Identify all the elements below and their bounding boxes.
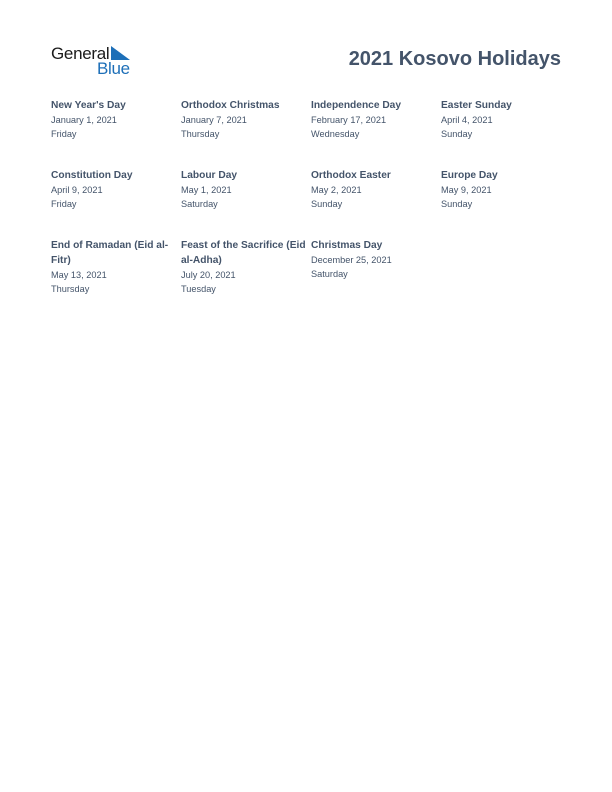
holiday-date: May 1, 2021	[181, 185, 232, 195]
logo-triangle-icon	[111, 46, 130, 60]
holiday-row	[51, 98, 571, 168]
page-title: 2021 Kosovo Holidays	[348, 48, 561, 70]
holiday-weekday: Sunday	[441, 129, 473, 139]
holiday-weekday: Thursday	[181, 129, 220, 139]
holiday-date: May 13, 2021	[51, 270, 107, 280]
holiday-weekday: Saturday	[311, 269, 348, 279]
holiday-item	[51, 98, 176, 141]
holiday-item	[311, 168, 436, 211]
holiday-weekday: Friday	[51, 199, 77, 209]
holiday-item	[51, 168, 176, 211]
holiday-name: End of Ramadan (Eid al-Fitr)	[51, 240, 169, 266]
holiday-weekday: Saturday	[181, 199, 218, 209]
holiday-item	[181, 238, 306, 296]
holiday-date: May 9, 2021	[441, 185, 492, 195]
holiday-date: July 20, 2021	[181, 270, 236, 280]
holiday-item	[51, 238, 176, 296]
holiday-weekday: Wednesday	[311, 129, 360, 139]
holiday-item	[181, 98, 306, 141]
holiday-name: Independence Day	[311, 100, 402, 111]
holiday-grid	[51, 98, 571, 308]
holiday-row	[51, 168, 571, 238]
holiday-name: Easter Sunday	[441, 100, 512, 111]
holiday-name: Orthodox Christmas	[181, 100, 280, 111]
holiday-weekday: Sunday	[441, 199, 473, 209]
holiday-item	[441, 98, 566, 141]
holiday-name: Labour Day	[181, 170, 238, 181]
holiday-weekday: Friday	[51, 129, 77, 139]
holiday-date: January 7, 2021	[181, 115, 247, 125]
holiday-item	[181, 168, 306, 211]
holiday-date: May 2, 2021	[311, 185, 362, 195]
holiday-row	[51, 238, 571, 308]
holiday-weekday: Sunday	[311, 199, 343, 209]
holiday-date: December 25, 2021	[311, 255, 392, 265]
holiday-item	[311, 98, 436, 141]
logo-text-general: General	[51, 44, 110, 63]
holiday-date: February 17, 2021	[311, 115, 387, 125]
holiday-name: Constitution Day	[51, 170, 133, 181]
holiday-weekday: Tuesday	[181, 284, 216, 294]
holiday-name: Christmas Day	[311, 240, 383, 251]
logo-text-blue: Blue	[97, 59, 130, 78]
holiday-date: April 4, 2021	[441, 115, 493, 125]
holiday-name: Feast of the Sacrifice (Eid al-Adha)	[181, 240, 306, 266]
holiday-item	[311, 238, 436, 281]
holiday-date: April 9, 2021	[51, 185, 103, 195]
generalblue-logo	[51, 44, 141, 78]
holiday-name: Europe Day	[441, 170, 498, 181]
holiday-name: Orthodox Easter	[311, 170, 391, 181]
holiday-date: January 1, 2021	[51, 115, 117, 125]
holiday-name: New Year's Day	[51, 100, 126, 111]
holiday-item	[441, 168, 566, 211]
holiday-weekday: Thursday	[51, 284, 90, 294]
